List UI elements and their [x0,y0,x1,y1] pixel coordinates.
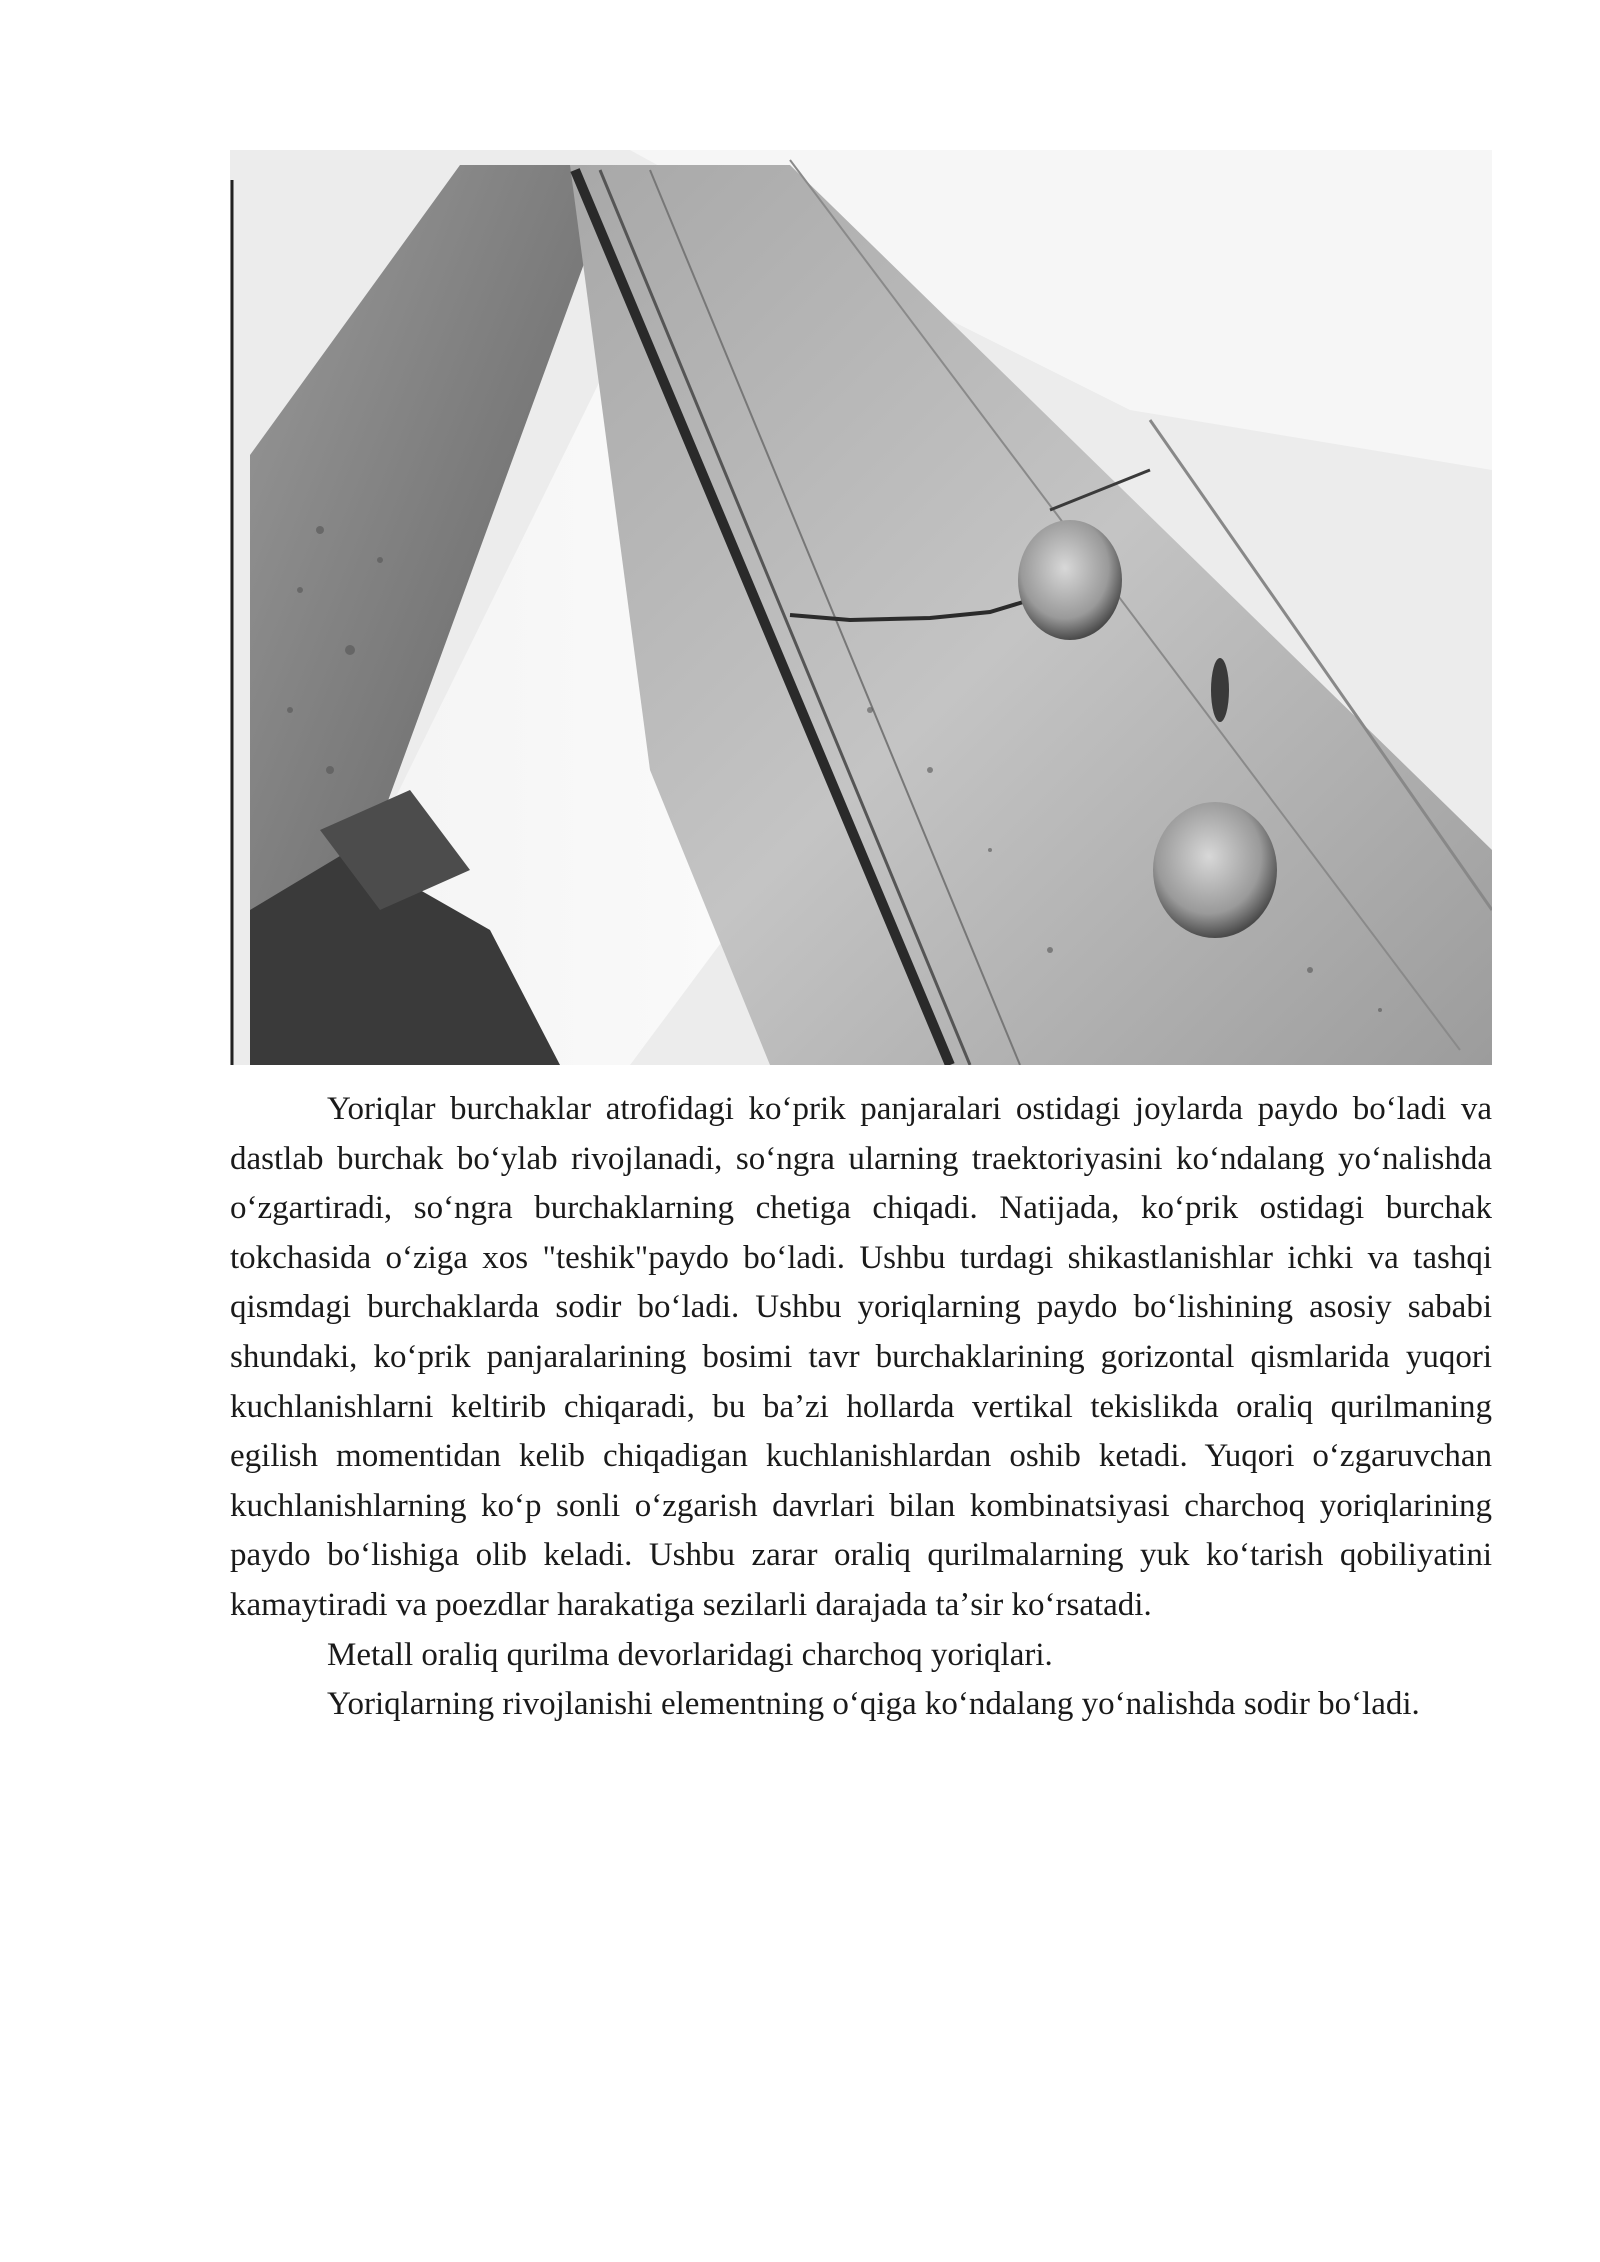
figure-photo [230,150,1492,1065]
paragraph-3: Yoriqlarning rivojlanishi elementning oʻqiga koʻndalang yoʻnalishda sodir boʻladi. [327,1686,1420,1723]
paragraph-2: Metall oraliq qurilma devorlaridagi charchoq yoriqlari. [327,1636,1053,1673]
cracked-steel-beam-icon [230,150,1492,1065]
body-text [230,1085,1492,1730]
paragraph-1: Yoriqlar burchaklar atrofidagi koʻprik panjaralari ostidagi joylarda paydo boʻladi va dastlab burchak boʻylab rivojlanadi, soʻngra ularning traektoriyasini koʻndalang yoʻnalishda oʻzgartiradi, soʻngra burchaklarning chetiga chiqadi. Natijada, koʻprik ostidagi burchak tokchasida oʻziga xos "teshik"paydo boʻladi. Ushbu turdagi shikastlanishlar ichki va tashqi qismdagi burchaklarda sodir boʻladi. Ushbu yoriqlarning paydo boʻlishining asosiy sababi shundaki, koʻprik panjaralarining bosimi tavr burchaklarining gorizontal qismlarida yuqori kuchlanishlarni keltirib chiqaradi, bu baʼzi hollarda vertikal tekislikda oraliq qurilmaning egilish momentidan kelib chiqadigan kuchlanishlardan oshib ketadi. Yuqori oʻzgaruvchan kuchlanishlarning koʻp sonli oʻzgarish davrlari bilan kombinatsiyasi charchoq yoriqlarining paydo boʻlishiga olib keladi. Ushbu zarar oraliq qurilmalarning yuk koʻtarish qobiliyatini kamaytiradi va poezdlar harakatiga sezilarli darajada taʼsir koʻrsatadi. [230,1091,1492,1623]
